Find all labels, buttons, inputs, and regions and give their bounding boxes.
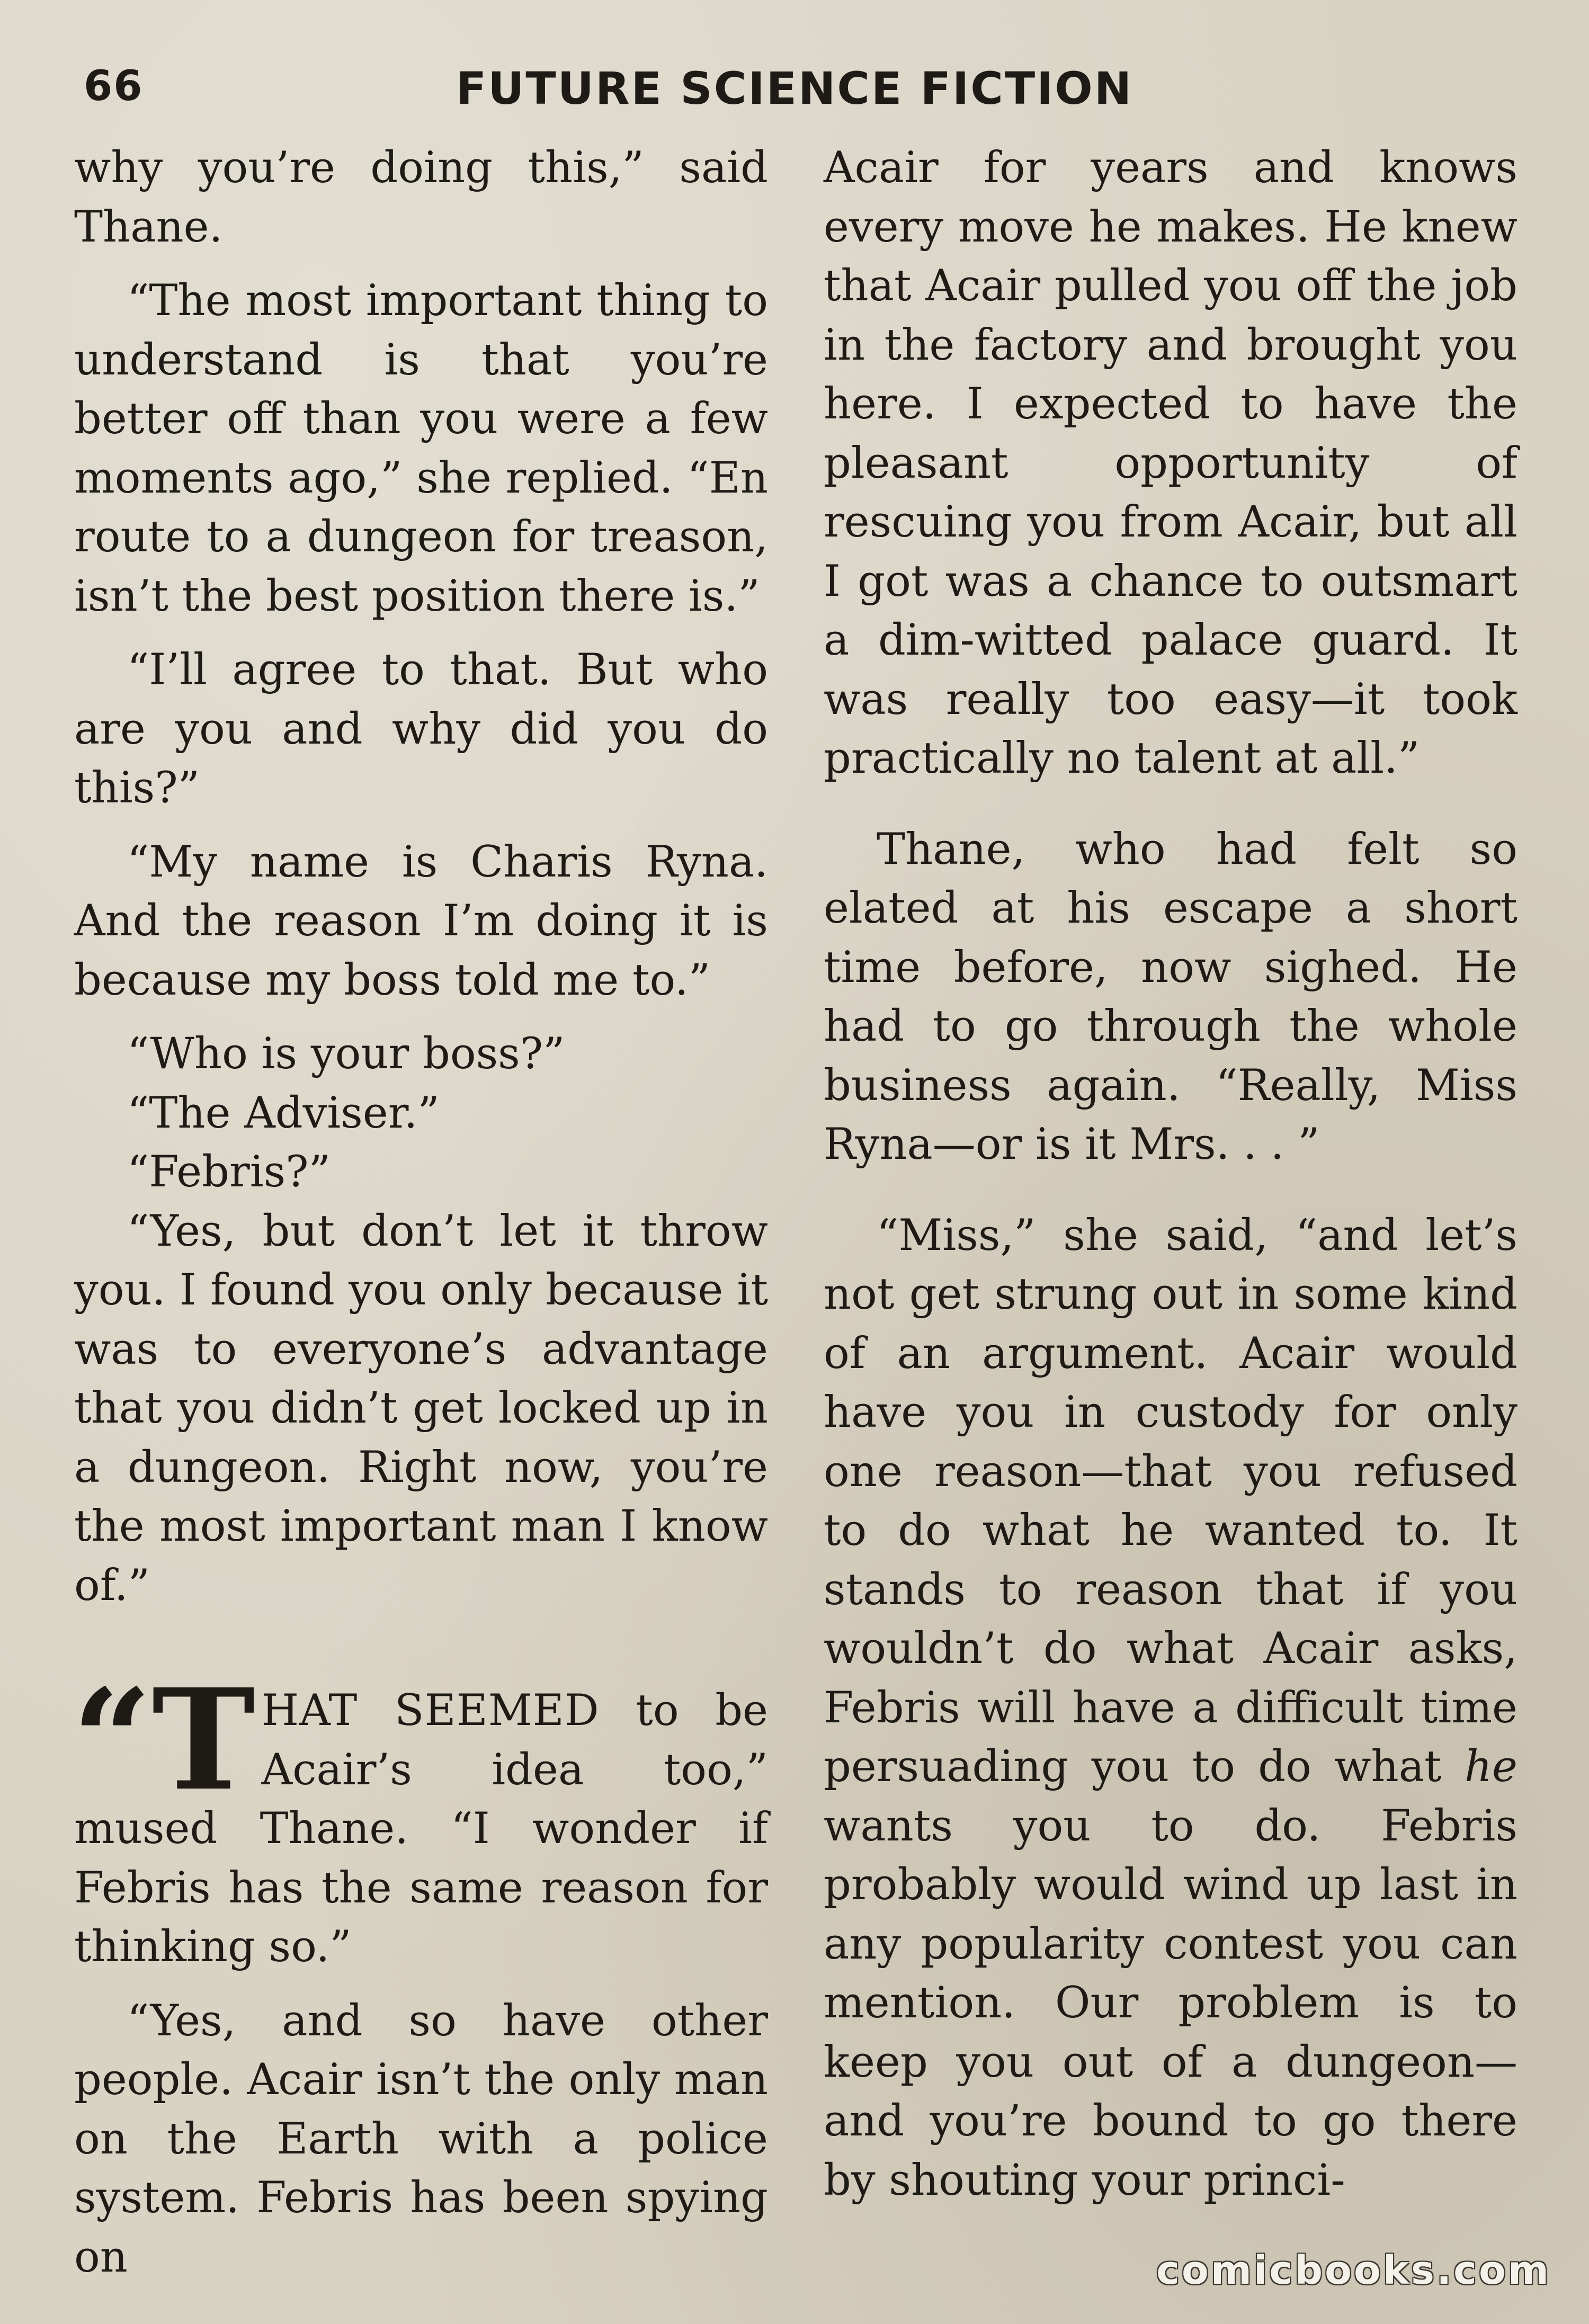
drop-cap-letter: T xyxy=(151,1658,255,1821)
paragraph xyxy=(824,1206,1517,2211)
paragraph: “Yes, but don’t let it throw you. I found you only because it was to everyone’s advantage that you didn’t get locked up in a dungeon. Right now, you’re the most important man I know of.” xyxy=(74,1206,768,1611)
page-number: 66 xyxy=(84,62,144,110)
paragraph: Thane, who had felt so elated at his escape a short time before, now sighed. He had to go through the whole business again. “Really, Miss Ryna—or is it Mrs. . . ” xyxy=(824,824,1517,1169)
emphasis: he xyxy=(1464,1742,1517,1792)
paragraph-text: “Miss,” she said, “and let’s not get strung out in some kind of an argument. Acair would have you in custody for only one reason—that you refused to do what he wanted to. It stands to reason that if you wouldn’t do what Acair asks, Febris will have a difficult time persuading you to do what xyxy=(824,1210,1517,1792)
drop-cap-quote: “ xyxy=(72,1658,152,1821)
page-header xyxy=(79,62,1510,121)
paragraph: Acair for years and knows every move he makes. He knew that Acair pulled you off the job in the factory and brought you here. I expected to have the pleasant opportunity of rescuing you from Acair, but all I got was a chance to outsmart a dim-witted palace guard. It was really too easy—it took practically no talent at all.” xyxy=(824,143,1517,783)
left-column xyxy=(74,139,768,2287)
paragraph: “The Adviser.” xyxy=(127,1088,440,1138)
paragraph: why you’re doing this,” said Thane. xyxy=(74,143,768,252)
paragraph: “The most important thing to understand is that you’re better off than you were a few moments ago,” she replied. “En route to a dungeon for treason, isn’t the best position there is.” xyxy=(74,276,768,621)
lead-in-caps: HAT SEEMED xyxy=(261,1686,600,1736)
paragraph: “Febris?” xyxy=(127,1147,331,1197)
paragraph: “I’ll agree to that. But who are you and why did you do this?” xyxy=(74,645,768,813)
paragraph: “My name is Charis Ryna. And the reason I’m doing it is because my boss told me to.” xyxy=(74,837,768,1005)
drop-cap xyxy=(72,1658,255,1821)
paragraph: “Who is your boss?” xyxy=(127,1029,565,1079)
paragraph-text: to be Acair’s idea too,” mused Thane. “I wonder if Febris has the same reason for thinking so.” xyxy=(74,1686,768,1972)
right-column xyxy=(824,139,1517,2210)
watermark: comicbooks.com xyxy=(1156,2248,1551,2293)
section-opening-paragraph xyxy=(72,1658,768,1977)
running-head: FUTURE SCIENCE FICTION xyxy=(456,62,1133,114)
paragraph: “Yes, and so have other people. Acair isn’t the only man on the Earth with a police system. Febris has been spying on xyxy=(74,1996,768,2282)
paragraph-text: wants you to do. Febris probably would wind up last in any popularity contest you can mention. Our problem is to keep you out of a dungeon—and you’re bound to go there by shouting your princi- xyxy=(824,1801,1517,2205)
